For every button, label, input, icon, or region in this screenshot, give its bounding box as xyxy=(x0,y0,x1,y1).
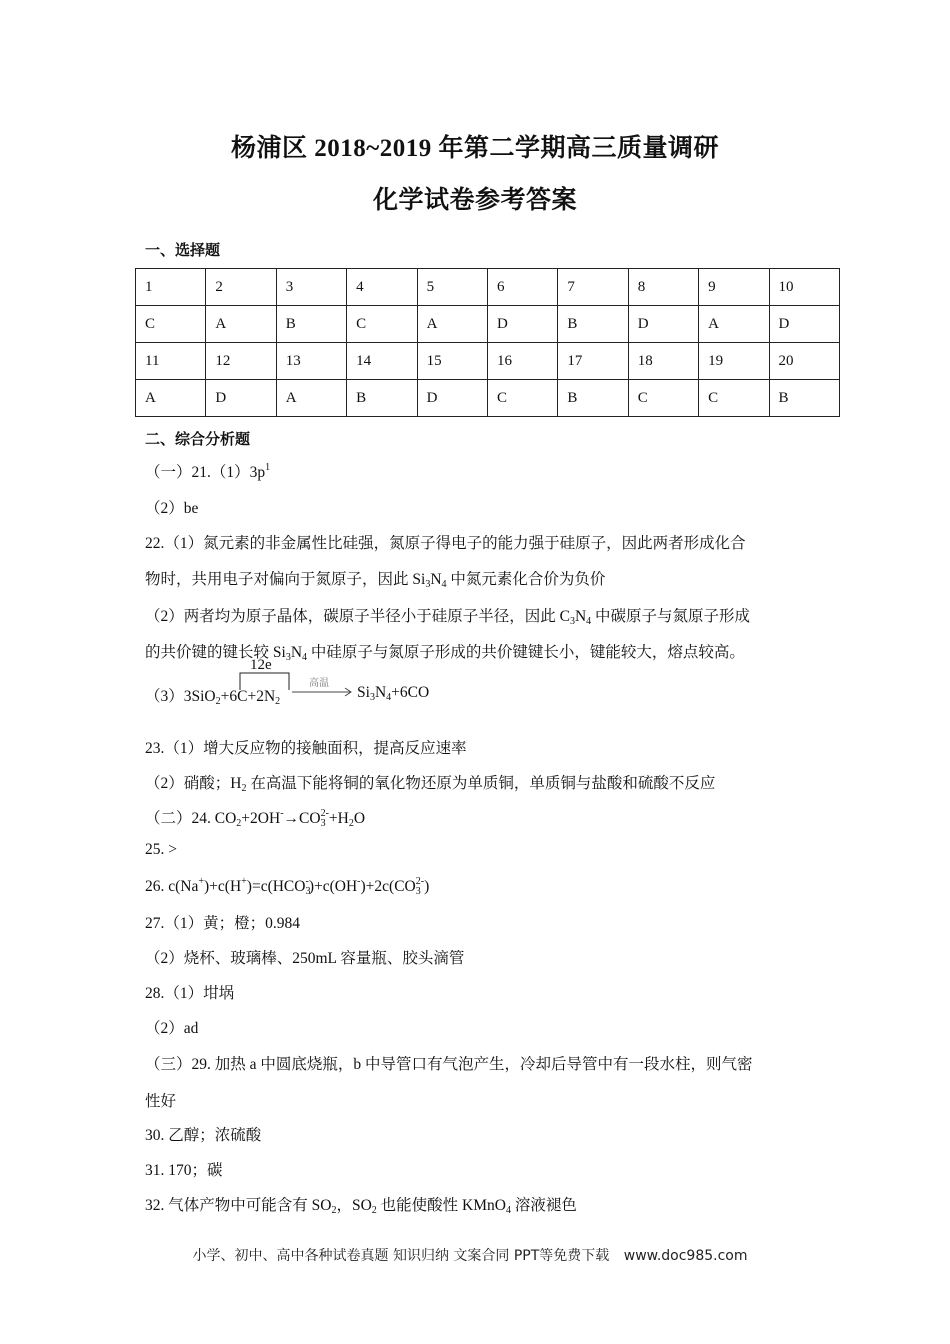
table-cell: D xyxy=(769,306,839,343)
table-cell: 4 xyxy=(347,269,417,306)
answer-28-2: （2）ad xyxy=(145,1020,199,1037)
answer-22-1-line2: 物时，共用电子对偏向于氮原子，因此 $Si_3N_4$ 中氮元素化合价为负价 xyxy=(145,571,606,590)
section-heading-analysis: 二、综合分析题 xyxy=(145,432,251,448)
answer-23-1: 23.（1）增大反应物的接触面积，提高反应速率 xyxy=(145,740,467,757)
answer-22-1-line1: 22.（1）氮元素的非金属性比硅强，氮原子得电子的能力强于硅原子，因此两者形成化合 xyxy=(145,535,746,552)
footer-site-link[interactable]: www.doc985.com xyxy=(623,1248,748,1264)
table-cell: 11 xyxy=(136,343,206,380)
table-cell: D xyxy=(628,306,698,343)
answer-22-3-equation: $(3)3SiO_2+6C+2N_2$ xyxy=(145,688,281,707)
answer-26: 26. $c(Na^+)+c(H^+)=c(HCO_3^-)+c(OH^-)+2c(CO_3^{2-})$ xyxy=(145,876,430,897)
table-cell: D xyxy=(487,306,557,343)
electron-transfer-label: 12e xyxy=(250,657,272,673)
answer-27-1: 27.（1）黄；橙；0.984 xyxy=(145,915,301,932)
answer-32: 32. 气体产物中可能含有 $SO_2$，$SO_2$ 也能使酸性 KMnO$_4$ 溶液褪色 xyxy=(145,1197,577,1216)
table-row xyxy=(136,380,840,417)
table-cell: 16 xyxy=(487,343,557,380)
table-cell: C xyxy=(487,380,557,417)
table-cell: B xyxy=(558,306,628,343)
table-cell: 20 xyxy=(769,343,839,380)
table-cell: 2 xyxy=(206,269,276,306)
table-cell: 13 xyxy=(276,343,346,380)
table-cell: B xyxy=(769,380,839,417)
table-cell: C xyxy=(136,306,206,343)
table-cell: B xyxy=(347,380,417,417)
table-cell: 12 xyxy=(206,343,276,380)
reaction-products: $Si_3N_4+6CO$ xyxy=(357,684,430,703)
table-cell: C xyxy=(699,380,769,417)
table-cell: 9 xyxy=(699,269,769,306)
table-cell: 6 xyxy=(487,269,557,306)
table-cell: A xyxy=(206,306,276,343)
table-row xyxy=(136,343,840,380)
answer-21-1: （一）$21.(1)3p^1$ xyxy=(145,462,271,481)
table-cell: C xyxy=(628,380,698,417)
table-cell: 8 xyxy=(628,269,698,306)
answer-29-line2: 性好 xyxy=(145,1093,177,1110)
table-cell: 1 xyxy=(136,269,206,306)
table-cell: 17 xyxy=(558,343,628,380)
table-cell: 7 xyxy=(558,269,628,306)
table-cell: 18 xyxy=(628,343,698,380)
table-cell: A xyxy=(417,306,487,343)
table-cell: 3 xyxy=(276,269,346,306)
answer-30: 30. 乙醇；浓硫酸 xyxy=(145,1127,262,1144)
answer-22-2-line2: 的共价键的键长较 $Si_3N_4$ 中硅原子与氮原子形成的共价键键长小，键能较大，熔点较高。 xyxy=(145,644,745,663)
answer-25: 25. > xyxy=(145,841,177,858)
answer-28-1: 28.（1）坩埚 xyxy=(145,985,235,1002)
table-cell: C xyxy=(347,306,417,343)
table-cell: 10 xyxy=(769,269,839,306)
table-cell: A xyxy=(136,380,206,417)
table-cell: B xyxy=(276,306,346,343)
table-cell: A xyxy=(276,380,346,417)
answer-23-2: （2）硝酸；$H_2$ 在高温下能将铜的氧化物还原为单质铜，单质铜与盐酸和硫酸不反应 xyxy=(145,775,716,794)
table-row xyxy=(136,269,840,306)
table-cell: 15 xyxy=(417,343,487,380)
section-heading-choice: 一、选择题 xyxy=(145,243,221,259)
table-cell: 14 xyxy=(347,343,417,380)
reaction-arrow-icon xyxy=(290,686,356,698)
table-cell: B xyxy=(558,380,628,417)
answer-31: 31. 170；碳 xyxy=(145,1162,223,1179)
table-cell: D xyxy=(417,380,487,417)
reaction-condition: 高温 xyxy=(309,678,329,689)
footer-text: 小学、初中、高中各种试卷真题 知识归纳 文案合同 PPT等免费下载 xyxy=(192,1248,610,1264)
answer-24: （二）24. $CO_2+2OH^-\to CO_3^{2-}+H_2O$ xyxy=(145,808,366,829)
page-subtitle: 化学试卷参考答案 xyxy=(372,187,577,214)
table-row xyxy=(136,306,840,343)
answer-29-line1: （三）29. 加热 a 中圆底烧瓶，b 中导管口有气泡产生，冷却后导管中有一段水柱，则气密 xyxy=(145,1056,753,1073)
table-cell: 19 xyxy=(699,343,769,380)
page-footer xyxy=(0,1245,950,1265)
table-cell: D xyxy=(206,380,276,417)
answer-27-2: （2）烧杯、玻璃棒、250mL 容量瓶、胶头滴管 xyxy=(145,950,465,967)
answer-table xyxy=(135,268,840,417)
answer-21-2: （2）be xyxy=(145,500,199,517)
table-cell: A xyxy=(699,306,769,343)
page-title: 杨浦区 2018~2019 年第二学期高三质量调研 xyxy=(230,135,719,162)
answer-22-2-line1: （2）两者均为原子晶体，碳原子半径小于硅原子半径，因此 $C_3N_4$ 中碳原子与氮原子形成 xyxy=(145,608,751,627)
table-cell: 5 xyxy=(417,269,487,306)
